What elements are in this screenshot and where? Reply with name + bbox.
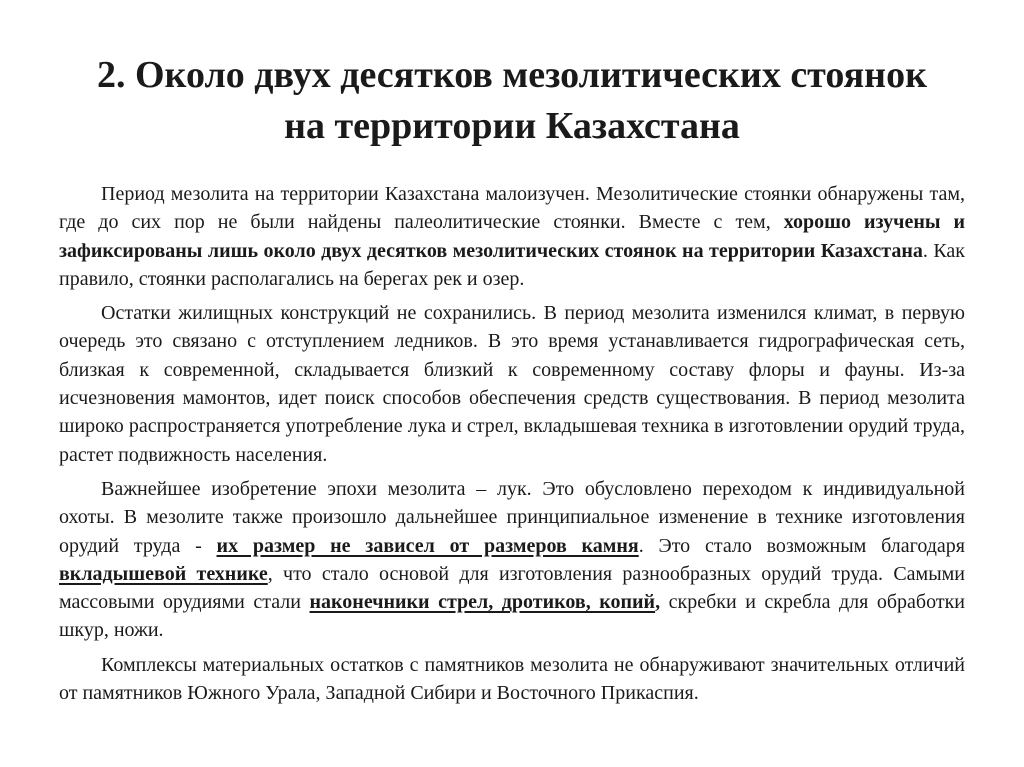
paragraph-1 (59, 180, 965, 293)
title-line-2: на территории Казахстана (284, 105, 740, 147)
paragraph-3-text-d: скребки и скребла для обработки шкур, ножи. (59, 591, 965, 642)
paragraph-1-bold: хорошо изучены и зафиксированы лишь около двух десятков мезолитических стоянок на территории Казахстана (59, 211, 965, 262)
slide-title (40, 50, 984, 152)
paragraph-3-text-a: Важнейшее изобретение эпохи мезолита – лук. Это обусловлено переходом к индивидуальной охоты. В мезолите также произошло дальнейшее принципиальное изменение в технике изготовления орудий труда - (59, 477, 965, 557)
slide-body (59, 180, 965, 713)
title-line-1: 2. Около двух десятков мезолитических стоянок (97, 54, 927, 96)
paragraph-2: Остатки жилищных конструкций не сохранились. В период мезолита изменился климат, в первую очередь это связано с отступлением ледников. В это время устанавливается гидрографическая сеть, близкая к современной, складывается близкий к современному составу флоры и фауны. Из-за исчезновения мамонтов, идет поиск способов обеспечения средств существования. В период мезолита широко распространяется употребление лука и стрел, вкладышевая техника в изготовлении орудий труда, растет подвижность населения. (59, 302, 965, 466)
paragraph-3-emphasis-tail: , (655, 591, 661, 614)
paragraph-3-emphasis-technique: вкладышевой технике (59, 562, 268, 585)
paragraph-1-text-b: . Как правило, стоянки располагались на берегах рек и озер. (59, 239, 966, 290)
paragraph-4: Комплексы материальных остатков с памятников мезолита не обнаруживают значительных отличий от памятников Южного Урала, Западной Сибири и Восточного Прикаспия. (59, 653, 965, 705)
paragraph-3-emphasis-tools: наконечники стрел, дротиков, копий (309, 591, 656, 614)
paragraph-1-text-a: Период мезолита на территории Казахстана малоизучен. Мезолитические стоянки обнаружены там, где до сих пор не были найдены палеолитические стоянки. Вместе с тем, (59, 183, 965, 234)
paragraph-3-text-b: . Это стало возможным благодаря (638, 534, 966, 557)
paragraph-3-text-c: , что стало основой для изготовления разнообразных орудий труда. Самыми массовыми орудиями стали (59, 562, 965, 614)
paragraph-3 (59, 475, 965, 645)
paragraph-3-emphasis-size: их размер не зависел от размеров камня (216, 534, 639, 557)
